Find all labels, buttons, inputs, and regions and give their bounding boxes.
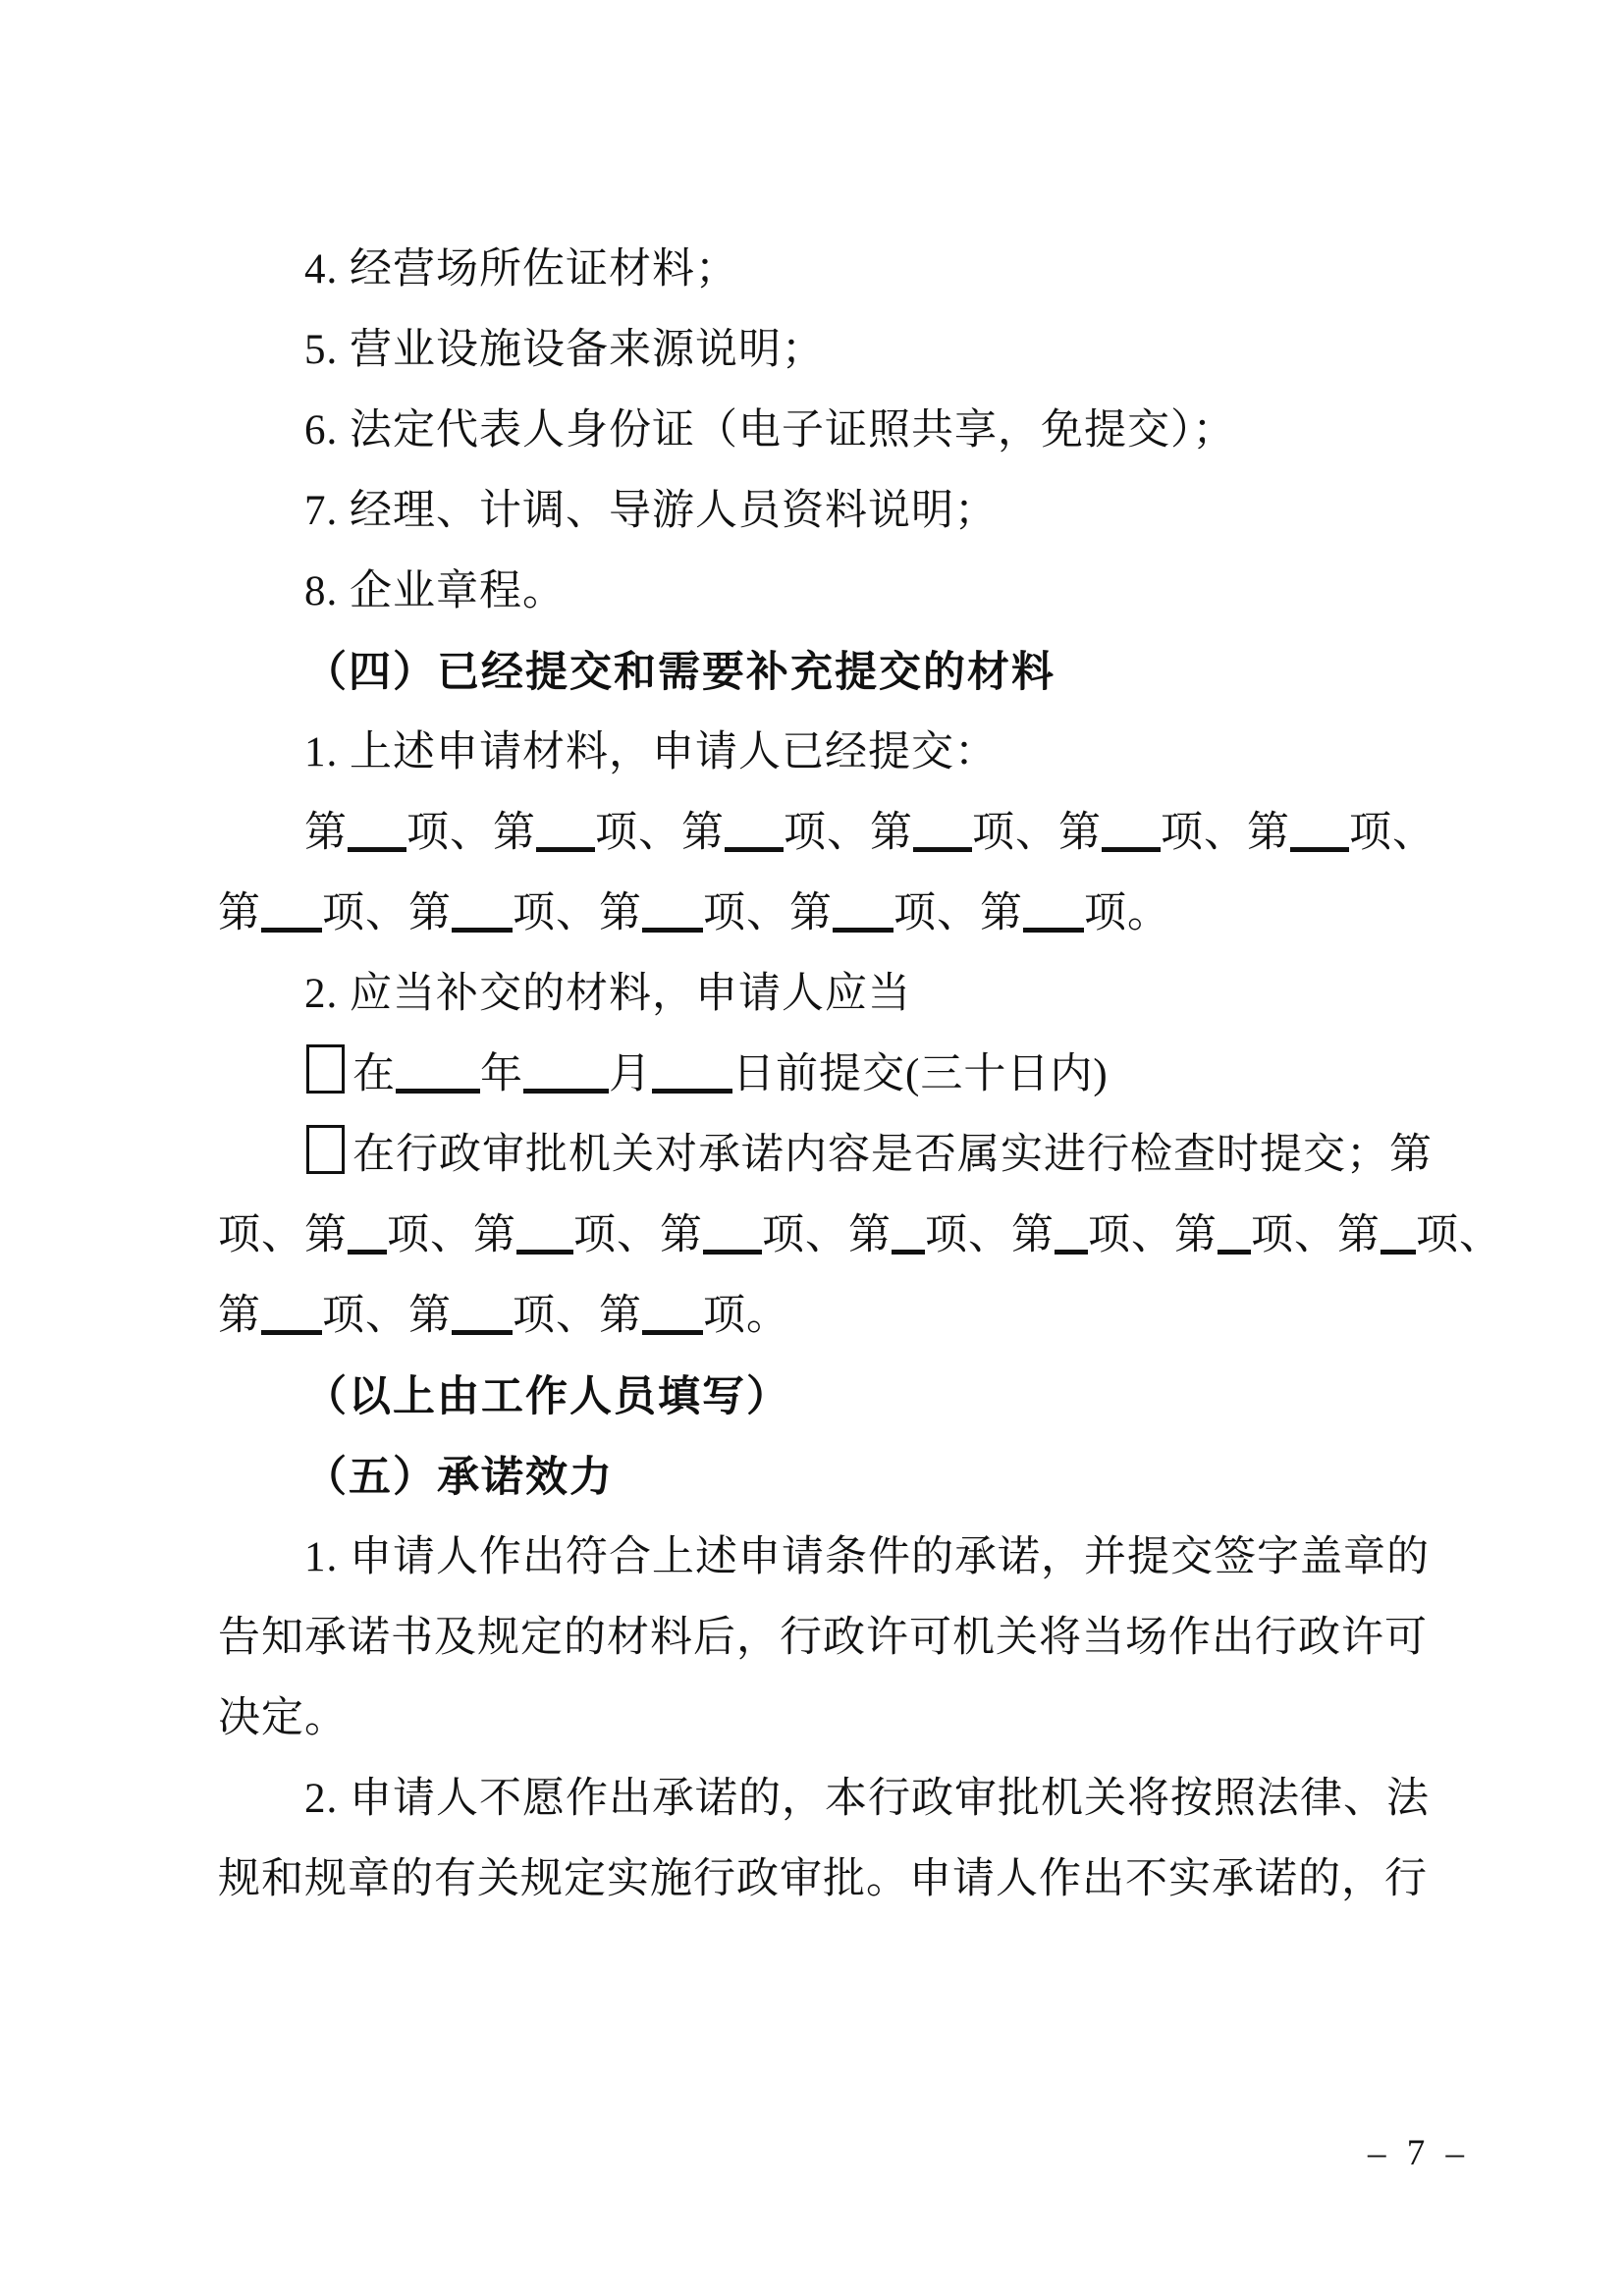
item-5 [218, 310, 1435, 391]
text-run: 项。 [1084, 890, 1170, 936]
fill-in-blank [833, 920, 893, 933]
text-run: 1. 上述申请材料，申请人已经提交： [304, 729, 998, 775]
document-body [218, 230, 1502, 1920]
item-7 [218, 471, 1435, 552]
text-run: 第 [218, 1293, 261, 1339]
heading-section-5 [218, 1437, 1435, 1518]
text-run: （五）承诺效力 [304, 1454, 614, 1501]
text-run: （四）已经提交和需要补充提交的材料 [304, 649, 1056, 696]
text-run: 第 [218, 890, 261, 936]
heading-section-4 [218, 632, 1435, 713]
item-6 [218, 391, 1435, 471]
option-inspection [218, 1115, 1435, 1196]
text-run: 规和规章的有关规定实施行政审批。申请人作出不实承诺的，行 [218, 1856, 1428, 1902]
text-run: 2. 应当补交的材料，申请人应当 [304, 971, 911, 1017]
text-run: 第 [304, 810, 348, 856]
text-run: 项、第 [1161, 810, 1290, 856]
text-run: 8. 企业章程。 [304, 568, 566, 614]
fill-in-blank [396, 1081, 480, 1094]
fill-in-blank [913, 839, 972, 852]
text-run: 日前提交(三十日内) [732, 1051, 1109, 1097]
text-run: 告知承诺书及规定的材料后，行政许可机关将当场作出行政许可 [218, 1615, 1428, 1661]
checkbox [306, 1125, 345, 1174]
page-number: – 7 – [1368, 2133, 1470, 2173]
fill-in-blank [1055, 1242, 1088, 1255]
text-run: 4. 经营场所佐证材料； [304, 246, 738, 293]
fill-in-blank [642, 920, 703, 933]
blanks-submitted-line-2 [218, 874, 1435, 954]
item-4 [218, 230, 1435, 310]
fill-in-blank [725, 839, 784, 852]
para-effect-1b [218, 1598, 1435, 1679]
blanks-submitted-line-1 [218, 793, 1435, 874]
text-run: 7. 经理、计调、导游人员资料说明； [304, 488, 998, 534]
text-run: 项、第 [703, 890, 833, 936]
para-effect-2a [218, 1759, 1435, 1840]
fill-in-blank [652, 1081, 732, 1094]
fill-in-blank [516, 1242, 573, 1255]
fill-in-blank [348, 1242, 387, 1255]
text-run: 项、第 [893, 890, 1023, 936]
checkbox [306, 1044, 345, 1094]
fill-in-blank [348, 839, 406, 852]
para-effect-1c [218, 1679, 1435, 1759]
text-run: 项、第 [218, 1212, 348, 1258]
text-run: 5. 营业设施设备来源说明； [304, 327, 825, 373]
fill-in-blank [1218, 1242, 1251, 1255]
text-run: 项、 [1416, 1212, 1502, 1258]
option-deadline [218, 1035, 1435, 1115]
text-run: 项、第 [972, 810, 1102, 856]
para-effect-2b [218, 1840, 1435, 1920]
fill-in-blank [892, 1242, 925, 1255]
blanks-supplement-line-2 [218, 1276, 1435, 1357]
text-run: 6. 法定代表人身份证（电子证照共享，免提交）； [304, 407, 1236, 454]
text-run: 1. 申请人作出符合上述申请条件的承诺，并提交签字盖章的 [304, 1534, 1430, 1580]
para-submitted-intro [218, 713, 1435, 793]
fill-in-blank [452, 1322, 513, 1335]
text-run: 项、第 [573, 1212, 703, 1258]
text-run: 项、第 [322, 1293, 452, 1339]
text-run: 项、 [1349, 810, 1435, 856]
fill-in-blank [1102, 839, 1161, 852]
fill-in-blank [1380, 1242, 1416, 1255]
text-run: 项、第 [513, 1293, 642, 1339]
text-run: 项、第 [406, 810, 536, 856]
text-run: 项、第 [762, 1212, 892, 1258]
text-run: 年 [480, 1051, 523, 1097]
fill-in-blank [642, 1322, 703, 1335]
para-effect-1a [218, 1518, 1435, 1598]
fill-in-blank [703, 1242, 762, 1255]
fill-in-blank [523, 1081, 609, 1094]
text-run: 项、第 [595, 810, 725, 856]
fill-in-blank [261, 1322, 322, 1335]
fill-in-blank [536, 839, 595, 852]
para-supplement-intro [218, 954, 1435, 1035]
text-run: 项、第 [925, 1212, 1055, 1258]
fill-in-blank [261, 920, 322, 933]
text-run: 2. 申请人不愿作出承诺的，本行政审批机关将按照法律、法 [304, 1776, 1430, 1822]
text-run: 在行政审批机关对承诺内容是否属实进行检查时提交；第 [352, 1132, 1433, 1178]
fill-in-blank [452, 920, 513, 933]
text-run: 项、第 [784, 810, 913, 856]
text-run: 项。 [703, 1293, 789, 1339]
blanks-supplement-line-1 [218, 1196, 1502, 1276]
text-run: 项、第 [1088, 1212, 1218, 1258]
note-staff-fill [218, 1357, 1435, 1437]
text-run: 项、第 [1251, 1212, 1380, 1258]
text-run: 决定。 [218, 1695, 348, 1741]
text-run: 在 [352, 1051, 396, 1097]
item-8 [218, 552, 1435, 632]
text-run: 项、第 [387, 1212, 516, 1258]
fill-in-blank [1023, 920, 1084, 933]
fill-in-blank [1290, 839, 1349, 852]
text-run: （以上由工作人员填写） [304, 1373, 790, 1420]
text-run: 月 [609, 1051, 652, 1097]
text-run: 项、第 [513, 890, 642, 936]
text-run: 项、第 [322, 890, 452, 936]
